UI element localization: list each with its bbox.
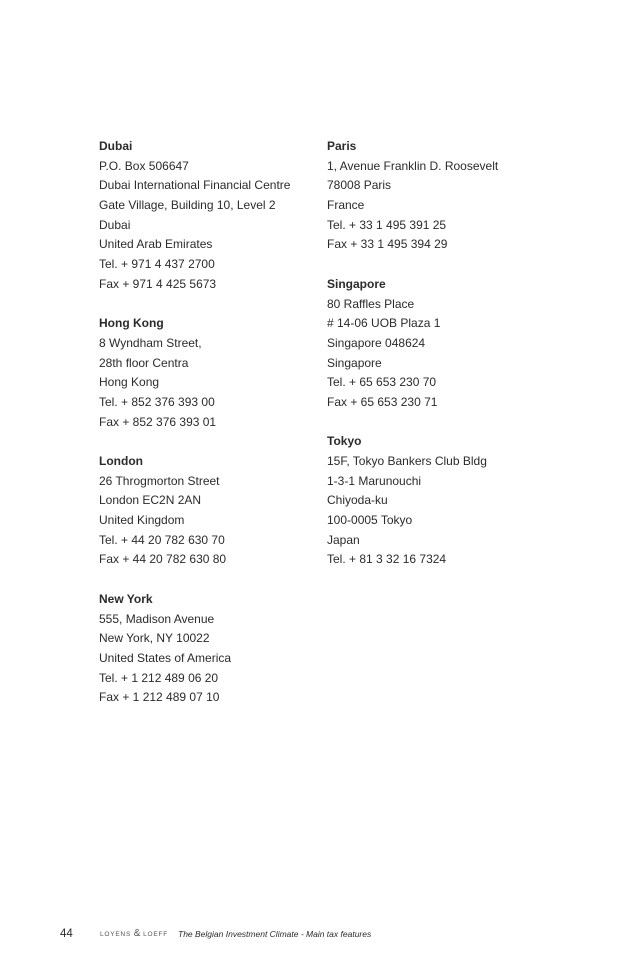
address-line: 28th floor Centra	[99, 355, 189, 370]
address-line: 555, Madison Avenue	[99, 611, 215, 626]
address-line: United States of America	[99, 650, 232, 665]
fax-number: Fax + 65 653 230 71	[327, 394, 438, 409]
office-city-heading: Paris	[327, 139, 357, 153]
address-line: Singapore 048624	[327, 335, 426, 350]
office-hong-kong	[99, 314, 314, 432]
brand-name-left: LOYENS	[100, 931, 132, 938]
office-paris	[327, 137, 542, 255]
address-line: Dubai International Financial Centre	[99, 178, 291, 193]
address-line: # 14-06 UOB Plaza 1	[327, 316, 441, 331]
offices-left-column	[99, 137, 314, 708]
address-line: United Arab Emirates	[99, 237, 213, 252]
document-title: The Belgian Investment Climate - Main tax features	[178, 929, 372, 939]
address-line: 26 Throgmorton Street	[99, 473, 220, 488]
address-line: 1, Avenue Franklin D. Roosevelt	[327, 158, 499, 173]
address-line: 1-3-1 Marunouchi	[327, 473, 422, 488]
office-london	[99, 452, 314, 570]
address-line: 80 Raffles Place	[327, 296, 415, 311]
office-tokyo	[327, 432, 542, 570]
address-line: 100-0005 Tokyo	[327, 513, 413, 528]
fax-number: Fax + 33 1 495 394 29	[327, 237, 448, 252]
office-city-heading: Tokyo	[327, 434, 362, 449]
address-line: 78008 Paris	[327, 178, 392, 193]
telephone-number: Tel. + 33 1 495 391 25	[327, 217, 447, 232]
office-city-heading: Singapore	[327, 276, 386, 291]
page-footer	[0, 926, 638, 942]
fax-number: Fax + 44 20 782 630 80	[99, 552, 227, 567]
telephone-number: Tel. + 971 4 437 2700	[99, 257, 215, 272]
fax-number: Fax + 1 212 489 07 10	[99, 690, 220, 705]
brand-logo	[100, 926, 168, 943]
address-line: New York, NY 10022	[99, 631, 210, 646]
telephone-number: Tel. + 852 376 393 00	[99, 394, 215, 409]
address-line: P.O. Box 506647	[99, 158, 189, 173]
offices-right-column	[327, 137, 542, 570]
office-dubai	[99, 137, 314, 295]
address-line: Japan	[327, 532, 360, 547]
address-line: Singapore	[327, 355, 382, 370]
address-line: Hong Kong	[99, 375, 160, 390]
office-city-heading: London	[99, 454, 143, 468]
fax-number: Fax + 852 376 393 01	[99, 414, 217, 429]
page-number: 44	[60, 928, 73, 940]
address-line: 8 Wyndham Street,	[99, 335, 202, 350]
fax-number: Fax + 971 4 425 5673	[99, 276, 217, 291]
telephone-number: Tel. + 65 653 230 70	[327, 375, 437, 390]
office-city-heading: New York	[99, 591, 153, 606]
telephone-number: Tel. + 1 212 489 06 20	[99, 670, 219, 685]
office-city-heading: Hong Kong	[99, 316, 164, 331]
telephone-number: Tel. + 44 20 782 630 70	[99, 532, 225, 547]
address-line: Gate Village, Building 10, Level 2	[99, 198, 276, 213]
address-line: London EC2N 2AN	[99, 493, 202, 508]
address-line: 15F, Tokyo Bankers Club Bldg	[327, 454, 487, 468]
address-line: United Kingdom	[99, 513, 185, 528]
office-new-york	[99, 590, 314, 708]
address-line: France	[327, 198, 365, 213]
telephone-number: Tel. + 81 3 32 16 7324	[327, 552, 447, 567]
brand-name-right: LOEFF	[143, 931, 169, 938]
office-city-heading: Dubai	[99, 139, 133, 153]
address-line: Chiyoda-ku	[327, 493, 388, 508]
office-singapore	[327, 275, 542, 413]
brand-ampersand: &	[133, 928, 141, 939]
address-line: Dubai	[99, 217, 131, 232]
